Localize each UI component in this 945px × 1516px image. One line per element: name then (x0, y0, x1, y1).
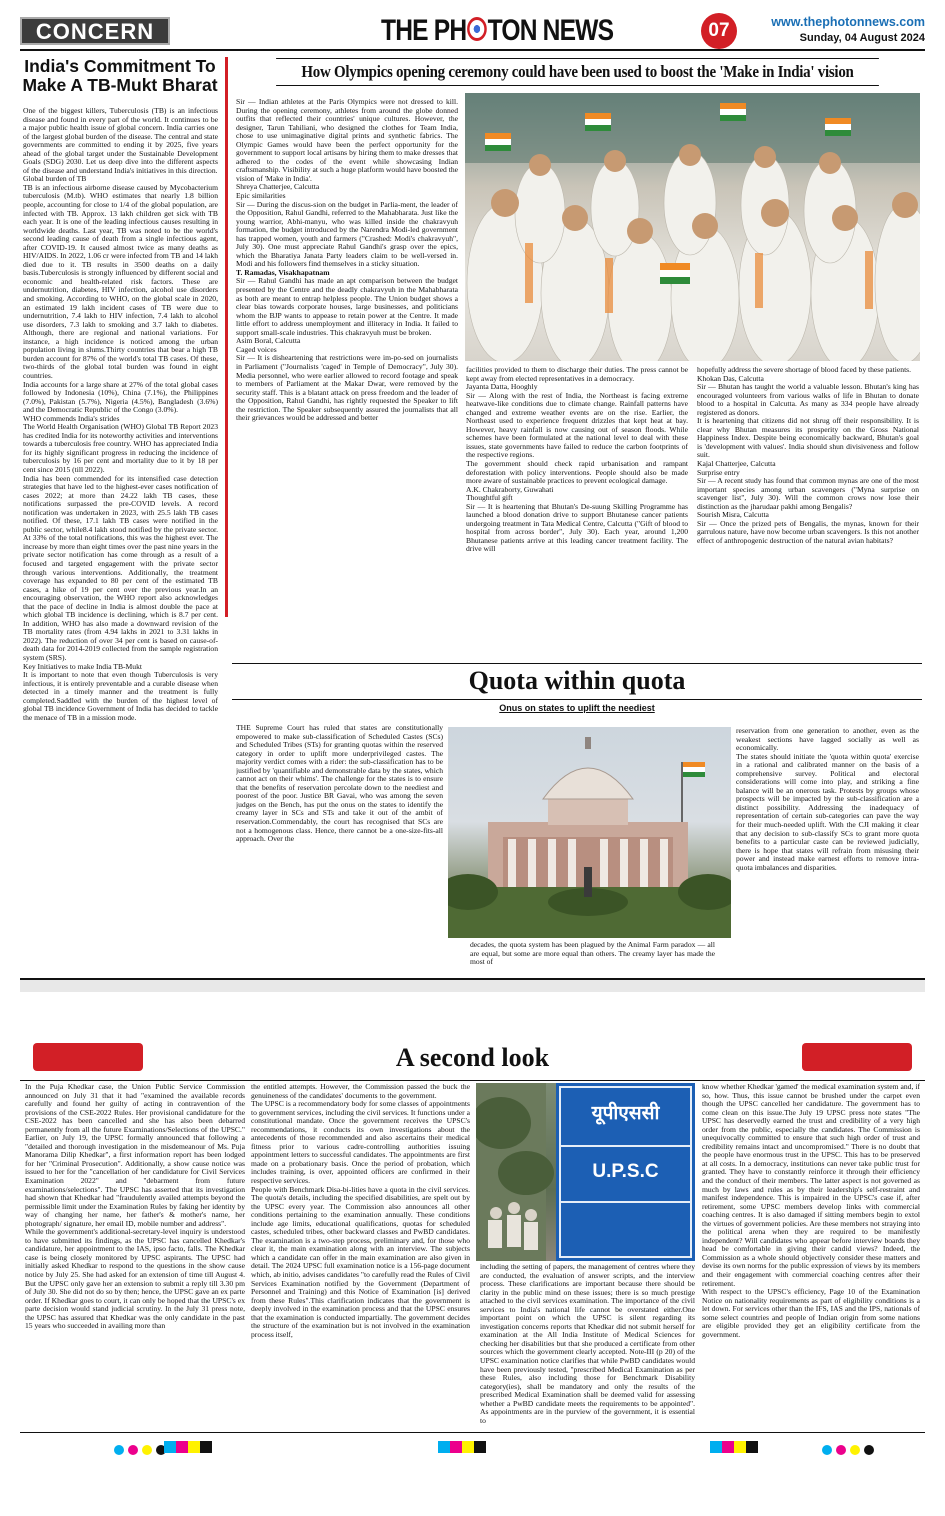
quota-rule-mid (232, 699, 922, 700)
quota-para: decades, the quota system has been plagued by the Animal Farm paradox — all are equal, but some are more equal than others. The creamy layer has made the most of (470, 941, 715, 967)
upsc-para: know whether Khedkar 'gamed' the medical examination system and, if so, how. Thus, this issue cannot be brushed under the carpet even though the UPSC cancelled her candidature. The government has to come clean on this issue.The July 19 UPSC press note states "The UPSC has deservedly earned the trust and credibility of a very high order from the public, especially the candidates. The Commission is unequivocally committed to ensure that such high order of trust and credibility remains intact and uncompromised." There is no doubt that the people have enormous trust in the UPSC. This has to be preserved at all costs. In a democracy, institutions can never take public trust for granted. They have to constantly reinforce it through their efficiency and the conduct of their members. The latter aspect is not governed as much by laws and rules as by their leadership's self-restraint and manifest independence. This is impaired in the UPSC's case if, after retirement, some UPSC members develop links with commercial coaching centres. It is also damaged if sitting members begin to extol the virtues of government policies. Are these members not straying into the political arena when they are required to be manifestly independent? Will candidates who appear before interview boards they head be comfortable in giving their candid views? Indeed, the Commission as a whole should objectively consider these matters and devise its own norms for the public expression of views by its members and their engagement with commercial coaching centres after their retirement. (702, 1083, 920, 1288)
issue-date: Sunday, 04 August 2024 (799, 32, 925, 44)
cyan-dot-icon (114, 1445, 124, 1455)
tb-subhead: WHO commends India's strides (23, 413, 120, 423)
registration-marks-left (112, 1442, 168, 1460)
quota-column-3 (736, 727, 919, 972)
letter-para: It is heartening that citizens did not shrug off their responsibility. It is clear why Bhutan measures its prosperity on the Gross National Happiness Index. Despite being economically backward, Bhutan's goal is 'development with values'. India should shun divisiveness and follow suit. (697, 416, 919, 460)
olympics-headline: How Olympics opening ceremony could have been used to boost the 'Make in India' vision (276, 58, 879, 86)
tb-para: India accounts for a large share at 27% of the total global cases followed by Indonesia (10%), China (7.1%), the Philippines (7.0%), Pakistan (5.7%), Nigeria (4.5%), Bangladesh (3.6%) and the Democratic Republic of the Congo (3.0%). (23, 379, 218, 415)
tb-para: It is important to note that even though Tuberculosis is very infectious, it is entirely preventable and a curable disease when detected in a timely manner and the treatment is fully completed.Saddled with the burden of the highest level of global TB incidence Government of India has decided to tackle the menace of TB in a mission mode. (23, 670, 218, 722)
letter-para: facilities provided to them to discharge their duties. The press cannot be kept away from elected representatives in a democracy. (466, 366, 688, 383)
upsc-column-1 (25, 1083, 245, 1428)
section-band-fill (20, 980, 925, 992)
website: www.thephotonnews.com (771, 15, 925, 29)
upsc-column-4 (702, 1083, 920, 1428)
letter-para: Sir — During the discus-sion on the budget in Parlia-ment, the leader of the Opposition, Rahul Gandhi, referred to the Mahabharata. Just like the young warrior, Abhi-manyu, who was killed inside the chakravyuh formation, the budget introduced by the Narendra Modi-led government has trapped women, youth and farmers ("Crashed: Modi's chakravyuh", July 30). One must appreciate Rahul Gandhi's grasp over the epics, which the Bharatiya Janata Party leaders claim to be well-versed in. Modi and his followers find themselves in a sticky situation. (236, 199, 458, 269)
upsc-para: In the Puja Khedkar case, the Union Public Service Commission announced on July 31 that it had "examined the available records carefully and found her guilty of acting in contravention of the provisions of the CSE-2022 Rules. Her provisional candidature for the CSE-2022 has been cancelled and she has also been debarred permanently from all the future Examinations/Selections of the UPSC." Earlier, on July 19, the UPSC formally announced that following a "detailed and thorough investigation in the misdemeanour of Ms. Puja Manorama Dilip Khedkar", a first information report has been lodged for her "Criminal Prosecution". Additionally, a show cause notice was issued to her for the "cancellation of her candidature for Civil Services Examination 2022" and "debarment from future examinations/selections". The UPSC has asserted that its investigation had shown that Khedkar had "fraudulently availed attempts beyond the permissible limit under the Examination Rules by faking her identity by way of changing her name, her father's & mother's name, her photograph/ signature, her email ID, mobile number and address". (25, 1083, 245, 1228)
letter-para: Sir — Rahul Gandhi has made an apt comparison between the budget presented by the Centre and the deadly chakravyuh in the Mahabharata as both are meant to entrap helpless people. The Union budget shows a clear bias towards corporate houses, large businesses, and politicians whom the BJP wants to appease to retain power at the Centre. It made little effort to address unemployment and illiteracy in India. It failed to support small-scale industries. This chakravyuh must be broken. (236, 276, 458, 337)
letter-signature: A.K. Chakraborty, Guwahati (466, 484, 554, 494)
letter-signature: Shreya Chatterjee, Calcutta (236, 182, 320, 192)
quota-headline: Quota within quota (468, 666, 686, 695)
cyan-dot-icon (822, 1445, 832, 1455)
olympics-ceremony-photo (465, 93, 920, 361)
upsc-para: including the setting of papers, the management of centres where they are conducted, the evaluation of answer scripts, and the interview process. These clarifications are important because there should be clarity in the public mind on these issues; there is so much prestige attached to the civil services examination. The importance of the civil services to India's national life cannot be overstated either.One important point on which the UPSC is silent regarding its investigation concerns reports that Khedkar did not submit herself for examination at the All India Institute of Medical Sciences for checking her disabilities but that she produced a certificate from other sources which the government clearly accepted. Note-III (p 20) of the UPSC examination notice clarifies that while PwBD candidates would have been previously tested, "prescribed Medical Examination as per these Rules, also including those for Benchmark Disability category(ies), shall be mandatory and only the results of the prescribed Medical Examination shall be deemed valid for assessing whether a PwBD candidate meets the requirements to be appointed". As appointments are in the purview of the government, it is essential to (480, 1263, 695, 1425)
registration-marks-right (820, 1442, 876, 1460)
letter-para: Sir — Once the prized pets of Bengalis, the mynas, known for their garrulous nature, have now become urban scavengers. Is this not another effect of anthropogenic destruction of the natural avian habitats? (697, 518, 919, 545)
letter-para: Sir — Indian athletes at the Paris Olympics were not dressed to kill. During the opening ceremony, athletes from around the globe donned outfits that reflected their countries' unique cultures. However, the designer, Tarun Tahiliani, who designed the clothes for Team India, chose to use unimaginative digital prints and synthetic fabrics. The Olympic Games would have been the perfect opportunity for the government to support local artisans by hiring them to make dresses that adhered to the codes of the event while showcasing Indian craftsmanship. Visibility at such a huge platform would have boosted the vision of 'Make in India'. (236, 98, 458, 183)
letter-subhead: Epic similarities (236, 191, 286, 201)
letters-column-2 (466, 366, 688, 658)
tb-para: TB is an infectious airborne disease caused by Mycobacterium tuberculosis (M.tb). WHO estimates that nearly 1.8 billion people, accounting for close to 1/4 of the global population, are infected with TB. Approx. 13 lakh children get sick with TB each year. It is one of the leading infectious causes resulting in worldwide deaths. Last year, TB was noted to be the world's second leading cause of death from a single infectious agent, after COVID-19. It caused almost twice as many deaths as HIV/AIDS. In 2022, 1.06 cr were infected from TB and 14 lakh died due to it. TB results in 3500 deaths on a daily basis.Tuberculosis is strongly influenced by different social and economic and health-related risk factors. These are undernutrition, diabetes, HIV infection, alcohol use disorders and smoking. According to WHO, on the global scale in 2020, an estimated 19 lakh incident cases of TB were due to undernutrition, 7.4 lakh to HIV infection, 7.4 lakh to alcohol use disorders, 7.3 lakh to smoking and 3.7 lakh to diabetes. Although, there are regional and national variations. For instance, a high incidence is noticed among the urban population living in slums.Thirty countries that bear a high TB burden account for 87% of the world's total TB cases. Of these, two-thirds of the global total burden was found in eight countries. (23, 182, 218, 380)
section-tag-label: CONCERN (35, 19, 155, 44)
letter-signature: Sourish Misra, Calcutta (697, 510, 769, 520)
red-bar-right-icon (802, 1043, 912, 1071)
yellow-dot-icon (850, 1445, 860, 1455)
upsc-column-3 (480, 1263, 695, 1428)
registration-bars-center (438, 1440, 486, 1458)
letter-signature: Jayanta Datta, Hooghly (466, 382, 538, 392)
quota-column-1 (236, 724, 443, 964)
quota-rule-top (232, 663, 922, 664)
letter-signature: T. Ramadas, Visakhapatnam (236, 267, 330, 277)
paper-name-left: THE PH (381, 14, 467, 47)
quota-para: The states should initiate the 'quota within quota' exercise in a rational and calibrated manner on the basis of a comprehensive survey. Political and electoral considerations will come into play, and striking a fine balance will be an onerous task. Protests by groups whose prospects will be impacted by the sub-classification are a distinct possibility. Addressing the inadequacy of representation of certain sub-categories can pave the way for their much-needed uplift. With the CJI making it clear that any decision to sub-classify SCs to grant more quota benefits to a particular caste can be reviewed judicially, there is hope that states will refrain from misusing their power and instead make earnest efforts to remove intra-quota imbalances and disparities. (736, 751, 919, 872)
upsc-para: With respect to the UPSC's efficiency, Page 10 of the Examination Notice on nationality requirements as part of eligibility conditions is a let down. For services other than the IFS, IAS and the IPS, nationals of some select countries and people of Indian origin from some nations are eligible provided they get an eligibility certificate from the government. (702, 1287, 920, 1339)
letters-column-3 (697, 366, 919, 658)
upsc-para: While the government's additional-secretary-level inquiry is understood to have submitted its findings, as the UPSC has cancelled Khedkar's candidature, her appointment to the IAS, ipso facto, falls. The Khedkar case is being closely monitored by UPSC aspirants. The UPSC had initially asked Khedkar to respond to the questions in the show cause notice by July 25. She had asked for an extension of time till August 4. But the UPSC only gave her an extension to submit a reply till 3.30 pm of July 30. She did not do so by then; hence, the UPSC gave an ex parte order. If Khedkar goes to court, it can only be hoped that the UPSC's ex parte decision would stand judicial scrutiny. In the July 31 press note, the UPSC has assured that Khedkar was the only candidate in the past 15 years who succeeded in availing more than (25, 1227, 245, 1331)
tb-para: One of the biggest killers, Tuberculosis (TB) is an infectious disease and found in every part of the world. It continues to be a major public health issue of global concern. India carries one of the largest global burden of the disease. The central and state governments are committed to ending it by 2025, five years ahead of the global target under the Sustainable Development Goals (SDG) 2030. Let us deep dive into the different aspects of the disease and understand India's initiatives in this direction. (23, 107, 218, 175)
magenta-dot-icon (128, 1445, 138, 1455)
red-bar-left-icon (33, 1043, 143, 1071)
yellow-dot-icon (142, 1445, 152, 1455)
upsc-sign-english: U.P.S.C (592, 1161, 659, 1182)
tb-subhead: Key Initiatives to make India TB-Mukt (23, 661, 143, 671)
quota-para: reservation from one generation to another, even as the weakest sections have lagged socially as well as economically. (736, 727, 919, 753)
masthead-rule (20, 49, 925, 51)
tb-title (20, 57, 220, 95)
letter-signature: Khokan Das, Calcutta (697, 373, 764, 383)
letter-subhead: Caged voices (236, 344, 277, 354)
quota-para: THE Supreme Court has ruled that states are constitutionally empowered to make sub-classification of Scheduled Castes (SCs) and Scheduled Tribes (STs) for granting quotas within the reserved category in order to uplift more underprivileged castes. The majority verdict comes with a rider: the sub-classification has to be justified by 'quantifiable and demonstrable data by the states, which cannot act on their whims'. The challenge for the states is to ensure that the benefits of reservation percolate down to the neediest and poorest of the poor. Justice BR Gavai, who was among the seven judges on the Bench, has put the onus on the states to identify the creamy layer in SCs and STs and take it out of the ambit of reservation.Commendably, the court has recognised that SCs are not a homogenous class. Hence, there cannot be a one-size-fits-all approach. Over the (236, 724, 443, 844)
letter-signature: Kajal Chatterjee, Calcutta (697, 459, 776, 469)
supreme-court-photo (448, 727, 731, 938)
letter-para: Sir — It is disheartening that restrictions were im-po-sed on journalists in Parliament ("Journalists 'caged' in Temple of Democracy", July 30). Media personnel, who were earlier allowed to record footage and speak to members of Parliament at the Makar Dwar, were removed by the security staff. This is a blatant attack on press freedom and the leader of the Opposition, Rahul Gandhi, has rightly requested the Speaker to lift the restriction. The Speaker subsequently assured the journalists that all their grievances would be addressed and better (236, 353, 458, 423)
magenta-dot-icon (836, 1445, 846, 1455)
paper-name (381, 10, 614, 52)
letter-para: hopefully address the severe shortage of blood faced by these patients. (697, 366, 912, 374)
page-number: 07 (708, 20, 730, 41)
registration-bars-right (710, 1440, 758, 1458)
tb-para: The World Health Organisation (WHO) Global TB Report 2023 has credited India for its noteworthy activities and interventions towards a tuberculosis free country. WHO has appreciated India for its highly significant progress in reducing the incidence of tuberculosis by 16 per cent and mortality due to it by 18 per cent since 2015 (till 2022). (23, 422, 218, 474)
tb-title-line-1: India's Commitment To (24, 56, 216, 76)
quota-subhead: Onus on states to uplift the neediest (499, 703, 655, 713)
letter-para: The government should check rapid urbanisation and rampant deforestation with policy interventions. People should also be made more aware of sustainable practices to prevent ecological damage. (466, 459, 688, 486)
upsc-para: People with Benchmark Disa-bi-lities have a quota in the civil services. The quota's details, including the specified disabilities, are spelt out by the UPSC every year. The Commission also announces all other conditions pertaining to the examination annually. These conditions include age limits, educational qualifications, quotas for scheduled castes, scheduled tribes, other backward classes and PwBD candidates. The examination is a two-step process, preliminary and, for those who clear it, the main examination along with an interview. The subjects which a candidate can offer in the main examination are also given in detail. The 2024 UPSC full examination notice is a 156-page document which, ab initio, advises candidates "to carefully read the Rules of Civil Services Examination notified by the Government (Department of Personnel and Training) and this Notice of Examination [is] derived from these Rules".This clarification indicates that the government is deeply involved in the examination process and that the UPSC ensures that the examination is conducted impartially. The government decides the structure of the examination but is not involved in the examination process itself, (251, 1184, 470, 1339)
registration-bars-left (164, 1440, 212, 1458)
upsc-headline: A second look (395, 1043, 550, 1072)
logo-photon-icon (467, 17, 487, 41)
letters-column-1 (236, 98, 458, 658)
paper-name-right: TON NEWS (487, 14, 614, 47)
upsc-headline-rule (20, 1080, 925, 1081)
tb-title-line-2: Make A TB-Mukt Bharat (22, 75, 218, 95)
letter-signature: Asim Boral, Calcutta (236, 336, 301, 346)
letter-para: Sir — Bhutan has taught the world a valuable lesson. Bhutan's king has encouraged volunteers from various walks of life in Bhutan to donate blood to a hospital in Calcutta. As many as 334 people have already registered as donors. (697, 382, 919, 417)
upsc-sign-hindi: यूपीएससी (591, 1102, 660, 1124)
footer-rule (20, 1432, 925, 1433)
black-dot-icon (864, 1445, 874, 1455)
letter-para: Sir — A recent study has found that common mynas are one of the most important species among urban scavengers ("Myna surprise on scavenger list", July 30). Will the common crows now lose their distinction as the jharudaar pakhi among Bengalis? (697, 476, 919, 511)
tb-para: India has been commended for its intensified case detection strategies that have led to the highest-ever cases notification of cases 2022; at more than 24.22 lakh TB cases, these notifications surpassed the pre-COVID levels. A record notification was undertaken in 2023, with 25.5 lakh TB cases notified. Of these, 17.1 lakh TB cases were notified in the public sector, while8.4 lakh stood notified by the private sector. At 33% of the total notifications, this was the highest ever. The increase by more than eight times over the past nine years in the private sector notification has come through as a result of a focused and targeted engagement with the private sector through various interventions. Additionally, the treatment coverage has expanded to 80 per cent of the estimated TB cases, a hike of 19 per cent over the previous year.In an encouraging observation, the WHO report also acknowledges that the pace of decline in India is almost double the pace at which global TB incidence is declining, which is 8.7 per cent. In addition, WHO has also made a downward revision of the TB mortality rates (from 4.94 lakhs in 2021 to 3.31 lakhs in 2022). The reduction of over 34 per cent is based on cause-of-death data for 2014-2019 collected from the sample registration system (SRS). (23, 473, 218, 662)
letter-para: Sir — It is heartening that Bhutan's De-suung Skilling Programme has launched a blood donation drive to support Bhutanese cancer patients undergoing treatment in Tata Medical Centre, Calcutta ("Gift of blood to hospital from across border", July 30). Each year, around 1,200 Bhutanese patients arrive at this leading cancer treatment facility. The drive will (466, 501, 688, 554)
upsc-para: the entitled attempts. However, the Commission passed the buck the genuineness of the candidates' documents to the government. (251, 1083, 470, 1100)
upsc-para: The UPSC is a recommendatory body for some classes of appointments to government services, including the civil services. It functions under a constitutional mandate. Once the government receives the UPSC's recommendations, it conducts its own investigations about the antecedents of those recommended and also ascertains their medical fitness prior to various cadre-controlling authorities issuing appointment letters to successful candidates. The appointments are first made on a probationary basis. Once the period of probation, which includes training, is over, appointed officers are confirmed in their respective services. (251, 1099, 470, 1186)
letter-subhead: Thoughtful gift (466, 493, 513, 503)
column-divider-red (225, 57, 228, 617)
letter-para: Sir — Along with the rest of India, the Northeast is facing extreme heatwave-like conditions due to climate change. Rainfall patterns have changed and extreme weather events are on the rise. Earlier, the Northeast used to experience frequent drizzles that kept heat at bay. However, heavy rainfall is now causing out of season floods. While schemes have been formulated at the national level to deal with these issues, state governments have failed to reduce the carbon footprints of the respective regions. (466, 390, 688, 460)
quota-column-2 (470, 941, 715, 971)
tb-subhead: Global burden of TB (23, 174, 87, 184)
letter-subhead: Surprise entry (697, 467, 740, 477)
upsc-column-2 (251, 1083, 470, 1428)
